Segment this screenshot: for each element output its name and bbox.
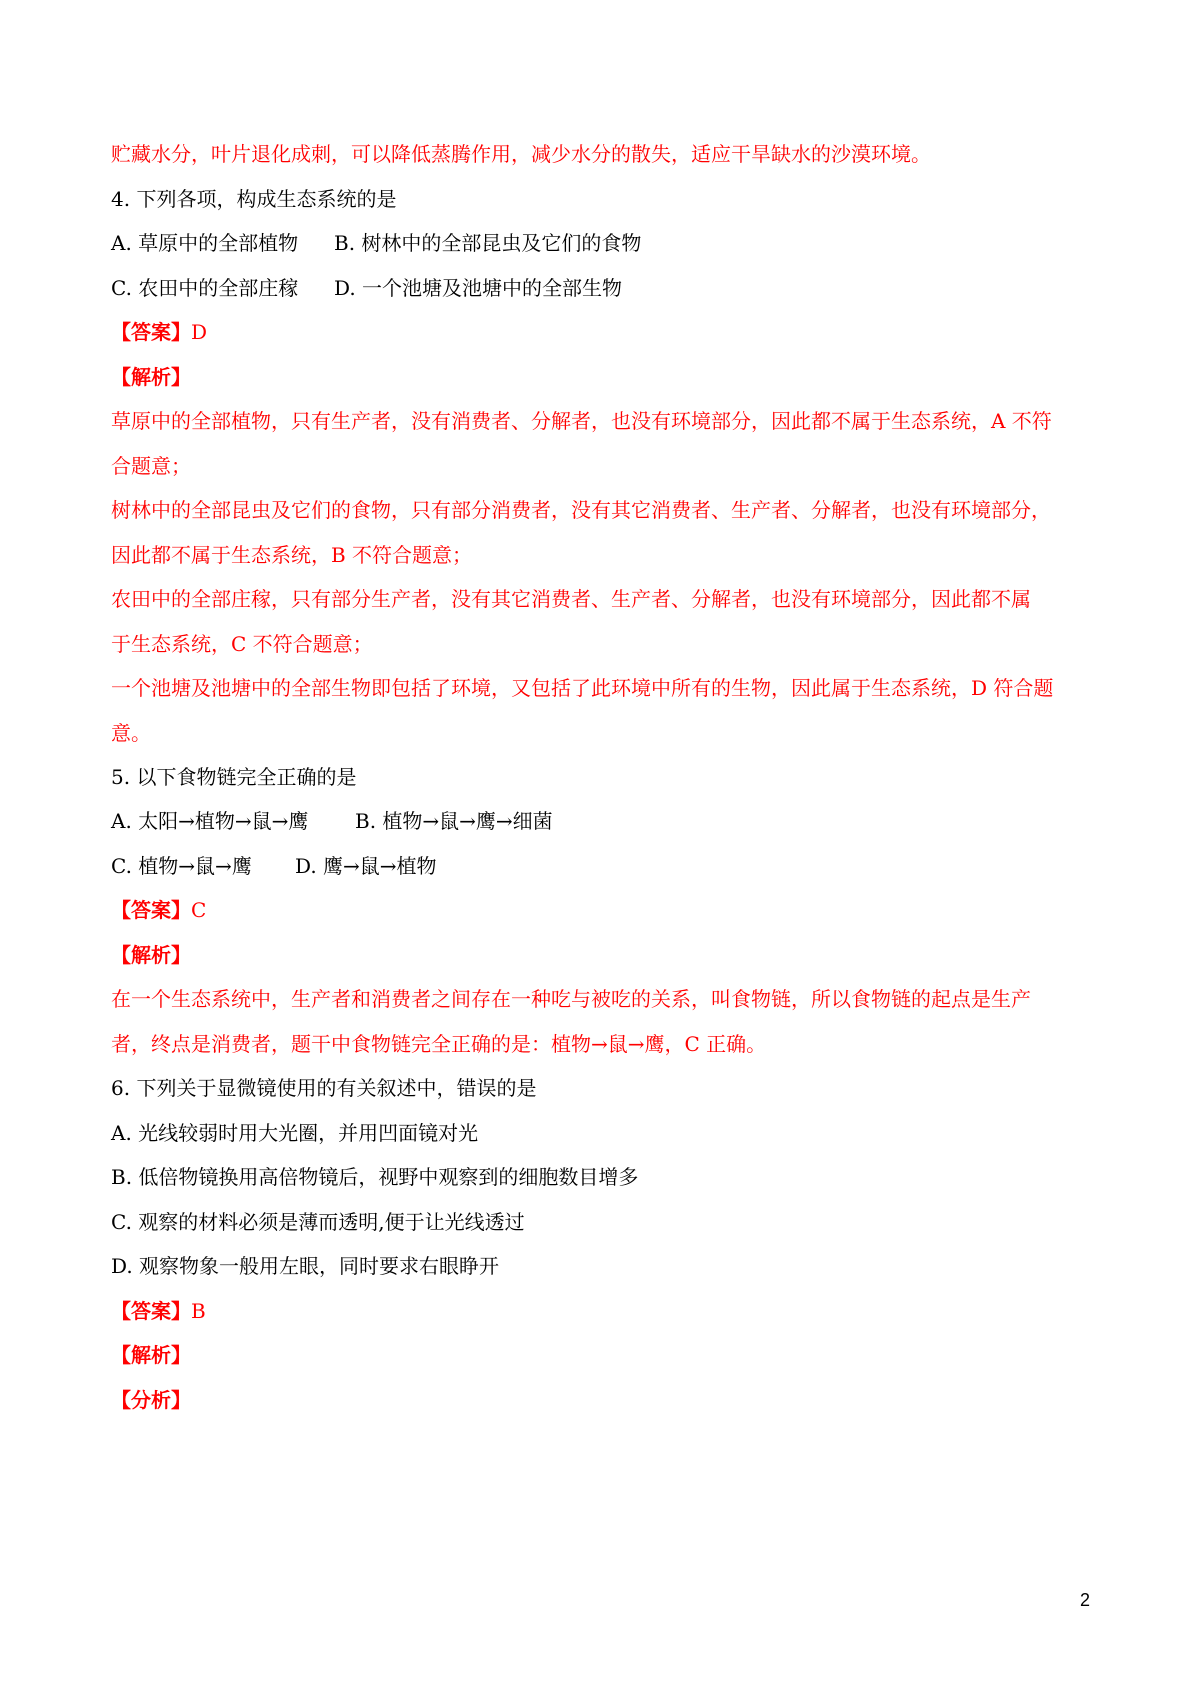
explanation-line: 树林中的全部昆虫及它们的食物，只有部分消费者，没有其它消费者、生产者、分解者，也没有环境部分， — [111, 498, 1051, 522]
analysis-label: 【解析】 — [111, 1343, 191, 1367]
question-4-options-cd — [111, 274, 1101, 302]
page-number: 2 — [1080, 1590, 1091, 1610]
fenxi-row — [111, 1386, 1101, 1414]
question-5: 5. 以下食物链完全正确的是 — [111, 765, 357, 789]
analysis-row — [111, 1341, 1101, 1369]
explanation-line: 于生态系统，C 不符合题意； — [111, 632, 373, 656]
option-c: C. 农田中的全部庄稼 — [111, 276, 299, 300]
answer-label: 【答案】 — [111, 320, 191, 344]
explanation-line: 因此都不属于生态系统，B 不符合题意； — [111, 543, 473, 567]
option-a: A. 光线较弱时用大光圈，并用凹面镜对光 — [111, 1121, 479, 1145]
explanation-line: 在一个生态系统中，生产者和消费者之间存在一种吃与被吃的关系，叫食物链，所以食物链的起点是生产 — [111, 987, 1031, 1011]
analysis-label: 【解析】 — [111, 365, 191, 389]
answer-value: C — [191, 898, 207, 922]
option-a: A. 草原中的全部植物 — [111, 231, 299, 255]
analysis-row — [111, 363, 1101, 391]
option-c: C. 植物→鼠→鹰 — [111, 854, 252, 878]
answer-label: 【答案】 — [111, 898, 191, 922]
option-a: A. 太阳→植物→鼠→鹰 — [111, 809, 309, 833]
answer-row — [111, 1297, 1101, 1325]
explanation-line: 意。 — [111, 721, 151, 745]
option-b: B. 植物→鼠→鹰→细菌 — [355, 809, 553, 833]
answer-label: 【答案】 — [111, 1299, 191, 1323]
question-4-options-ab — [111, 229, 1101, 257]
explanation-line: 草原中的全部植物，只有生产者，没有消费者、分解者，也没有环境部分，因此都不属于生态系统，A 不符 — [111, 409, 1052, 433]
explanation-line: 农田中的全部庄稼，只有部分生产者，没有其它消费者、生产者、分解者，也没有环境部分，因此都不属 — [111, 587, 1031, 611]
option-d: D. 一个池塘及池塘中的全部生物 — [334, 276, 623, 300]
question-5-options-ab — [111, 807, 1101, 835]
analysis-row — [111, 941, 1101, 969]
answer-row — [111, 318, 1101, 346]
option-d: D. 观察物象一般用左眼，同时要求右眼睁开 — [111, 1254, 500, 1278]
question-6: 6. 下列关于显微镜使用的有关叙述中，错误的是 — [111, 1076, 537, 1100]
question-5-options-cd — [111, 852, 1101, 880]
explanation-line: 贮藏水分，叶片退化成刺，可以降低蒸腾作用，减少水分的散失，适应干旱缺水的沙漠环境。 — [111, 142, 931, 166]
answer-row — [111, 896, 1101, 924]
option-d: D. 鹰→鼠→植物 — [295, 854, 437, 878]
explanation-line: 者，终点是消费者，题干中食物链完全正确的是：植物→鼠→鹰，C 正确。 — [111, 1032, 767, 1056]
analysis-label: 【解析】 — [111, 943, 191, 967]
option-b: B. 低倍物镜换用高倍物镜后，视野中观察到的细胞数目增多 — [111, 1165, 639, 1189]
fenxi-label: 【分析】 — [111, 1388, 191, 1412]
answer-value: D — [191, 320, 208, 344]
question-4: 4. 下列各项，构成生态系统的是 — [111, 187, 397, 211]
option-c: C. 观察的材料必须是薄而透明,便于让光线透过 — [111, 1210, 525, 1234]
explanation-line: 一个池塘及池塘中的全部生物即包括了环境，又包括了此环境中所有的生物，因此属于生态系统，D 符合题 — [111, 676, 1054, 700]
option-b: B. 树林中的全部昆虫及它们的食物 — [334, 231, 642, 255]
answer-value: B — [191, 1299, 206, 1323]
explanation-line: 合题意； — [111, 454, 191, 478]
